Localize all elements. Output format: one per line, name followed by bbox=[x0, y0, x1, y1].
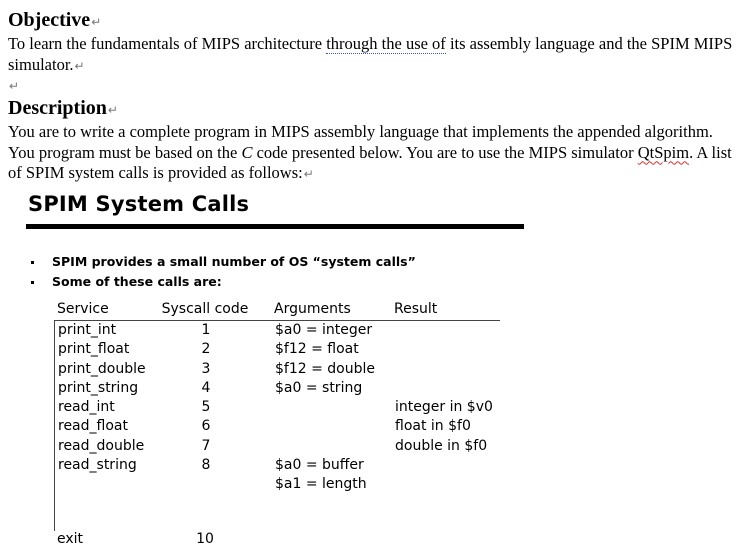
objective-heading: Objective↵ bbox=[8, 9, 102, 31]
bullet-item: Some of these calls are: bbox=[18, 272, 416, 292]
header-syscall-code: Syscall code bbox=[161, 301, 249, 317]
code-cell: 5 bbox=[201, 399, 211, 416]
code-cell: 6 bbox=[201, 418, 211, 435]
grammar-flagged-phrase: through the use of bbox=[326, 34, 446, 53]
code-cell: 1 bbox=[201, 322, 211, 338]
code-cell: 8 bbox=[201, 457, 211, 474]
code-cell: 7 bbox=[201, 437, 211, 454]
document-body bbox=[8, 8, 740, 185]
slide-title-rule bbox=[26, 224, 524, 229]
service-cell: print_int bbox=[58, 322, 117, 338]
arguments-cell: $a0 = string bbox=[275, 379, 363, 396]
table-row bbox=[55, 437, 500, 456]
objective-text: To learn the fundamentals of MIPS architecture through the use of its assembly language and the SPIM MIPS simulator.↵ bbox=[8, 34, 733, 74]
table-row bbox=[55, 456, 500, 475]
table-row bbox=[55, 417, 500, 436]
arguments-cell: $f12 = double bbox=[275, 360, 375, 377]
paragraph-mark-icon: ↵ bbox=[9, 79, 20, 93]
paragraph-mark-icon: ↵ bbox=[303, 167, 314, 181]
service-cell: read_string bbox=[58, 457, 137, 474]
syscall-table bbox=[54, 300, 500, 549]
arguments-cell: $a1 = length bbox=[275, 476, 367, 493]
arguments-cell: $a0 = integer bbox=[275, 322, 373, 338]
header-service: Service bbox=[57, 301, 109, 317]
slide-title: SPIM System Calls bbox=[28, 192, 250, 216]
table-row bbox=[55, 398, 500, 417]
code-cell: 2 bbox=[201, 341, 211, 358]
slide-bullets bbox=[18, 252, 416, 292]
arguments-cell: $a0 = buffer bbox=[275, 457, 364, 474]
paragraph-mark-icon: ↵ bbox=[107, 103, 118, 117]
code-cell: 10 bbox=[196, 531, 214, 547]
bullet-item: SPIM provides a small number of OS “system calls” bbox=[18, 252, 416, 272]
syscall-table-body bbox=[54, 321, 500, 531]
table-row bbox=[55, 379, 500, 398]
service-cell: print_float bbox=[58, 341, 130, 358]
result-cell: double in $f0 bbox=[395, 437, 488, 454]
service-cell: read_double bbox=[58, 437, 145, 454]
service-cell: print_string bbox=[58, 379, 139, 396]
table-row bbox=[55, 360, 500, 379]
service-cell: exit bbox=[57, 531, 84, 547]
description-heading: Description↵ bbox=[8, 97, 118, 119]
table-row bbox=[55, 340, 500, 359]
spelling-flagged-word: QtSpim bbox=[637, 142, 690, 162]
paragraph-mark-icon: ↵ bbox=[74, 58, 85, 73]
table-row bbox=[54, 530, 500, 549]
paragraph-mark-icon: ↵ bbox=[91, 15, 102, 29]
code-cell: 3 bbox=[201, 360, 211, 377]
header-result: Result bbox=[394, 301, 438, 317]
arguments-cell: $f12 = float bbox=[275, 341, 359, 358]
header-arguments: Arguments bbox=[274, 301, 351, 317]
code-cell: 4 bbox=[201, 379, 211, 396]
spim-system-calls-slide bbox=[18, 186, 538, 547]
service-cell: read_int bbox=[58, 399, 115, 416]
service-cell: print_double bbox=[58, 360, 146, 377]
table-row-continuation bbox=[55, 475, 500, 494]
description-text: You are to write a complete program in MIPS assembly language that implements the appended algorithm. You program must be based on the C code presented below. You are to use the MIPS simulator QtSpim. A list of SPIM system calls is provided as follows:↵ bbox=[8, 122, 732, 182]
empty-paragraph bbox=[8, 76, 740, 94]
service-cell: read_float bbox=[58, 418, 128, 435]
table-row bbox=[55, 321, 500, 340]
result-cell: integer in $v0 bbox=[395, 399, 493, 416]
syscall-table-header bbox=[54, 300, 500, 321]
result-cell: float in $f0 bbox=[395, 418, 471, 435]
